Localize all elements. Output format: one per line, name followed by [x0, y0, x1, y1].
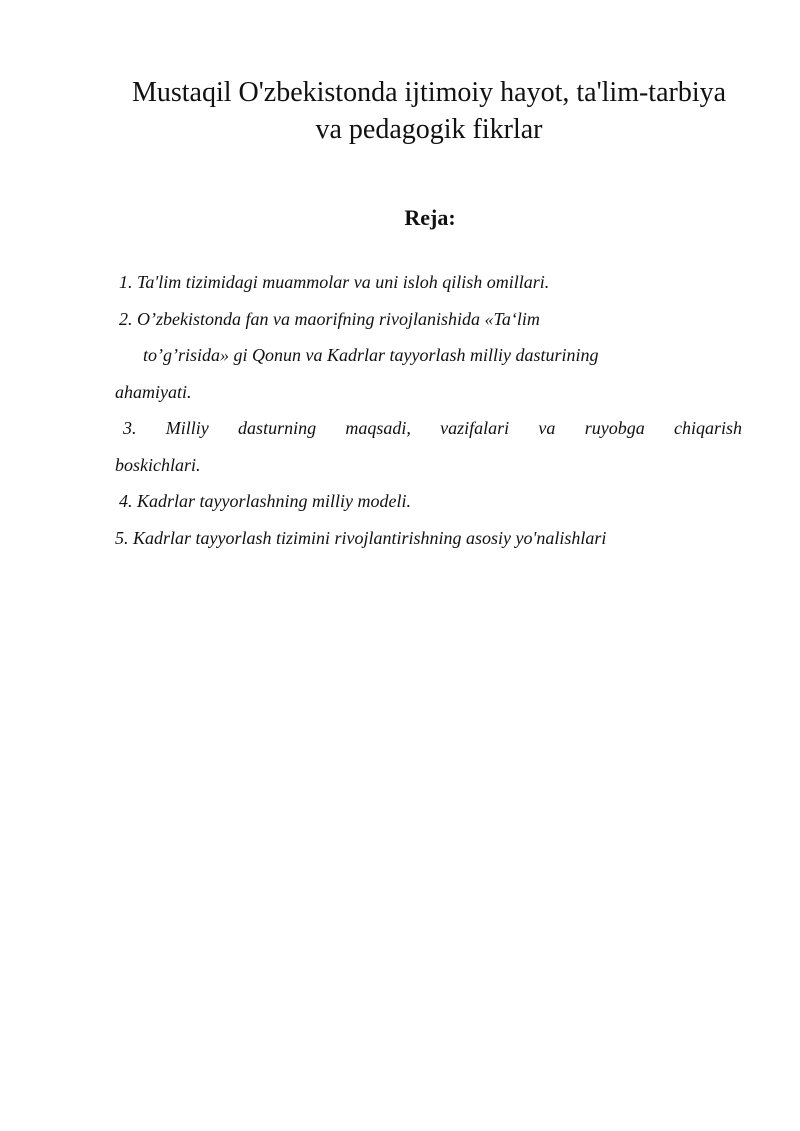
- plan-list: [115, 264, 742, 556]
- plan-item-4: 4. Kadrlar tayyorlashning milliy modeli.: [119, 491, 411, 511]
- plan-item-2-line-3: ahamiyati.: [115, 381, 192, 402]
- plan-item-5: 5. Kadrlar tayyorlash tizimini rivojlantirishning asosiy yo'nalishlari: [115, 527, 607, 548]
- document-title-line-1: Mustaqil O'zbekistonda ijtimoiy hayot, ta'lim-tarbiya: [131, 77, 727, 108]
- plan-item-2-line-2: to’g’risida» gi Qonun va Kadrlar tayyorlash milliy dasturining: [143, 345, 599, 365]
- plan-item-3-line-1: 3. Milliy dasturning maqsadi, vazifalari va ruyobga chiqarish: [123, 418, 742, 438]
- document-title: [112, 74, 746, 148]
- plan-item-2-line-1: 2. O’zbekistonda fan va maorifning rivojlanishida «Ta‘lim: [119, 308, 540, 329]
- plan-item-3-line-2: boskichlari.: [115, 454, 201, 475]
- document-title-line-2: va pedagogik fikrlar: [315, 114, 543, 145]
- plan-item-1: 1. Ta'lim tizimidagi muammolar va uni isloh qilish omillari.: [119, 272, 550, 292]
- plan-heading: Reja:: [404, 205, 456, 230]
